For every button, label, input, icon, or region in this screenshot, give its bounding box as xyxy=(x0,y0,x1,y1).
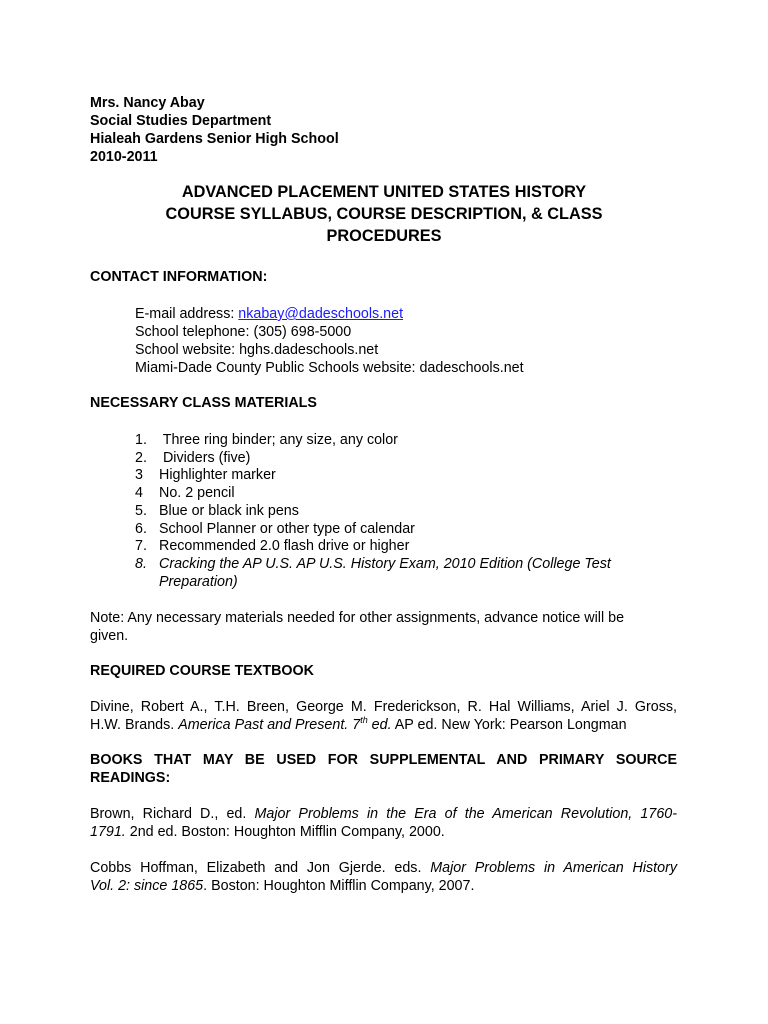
phone-row: School telephone: (305) 698-5000 xyxy=(135,324,352,340)
supplemental-heading-line-2: READINGS: xyxy=(90,770,171,786)
department-name: Social Studies Department xyxy=(90,113,272,129)
email-label: E-mail address: xyxy=(135,306,239,322)
website-row: School website: hghs.dadeschools.net xyxy=(135,342,379,358)
list-item: 5. Blue or black ink pens xyxy=(135,503,299,519)
list-item: 1. Three ring binder; any size, any color xyxy=(135,432,398,448)
teacher-name: Mrs. Nancy Abay xyxy=(90,95,205,111)
materials-note-line-2: given. xyxy=(90,628,129,644)
contact-heading: CONTACT INFORMATION: xyxy=(90,269,268,285)
book2-line-2: Vol. 2: since 1865. Boston: Houghton Mifflin Company, 2007. xyxy=(90,878,475,894)
textbook-citation-line-1: Divine, Robert A., T.H. Breen, George M. Frederickson, R. Hal Williams, Ariel J. Gross, xyxy=(90,699,677,715)
book1-line-1: Brown, Richard D., ed. Major Problems in the Era of the American Revolution, 1760- xyxy=(90,806,677,822)
title-line-3: PROCEDURES xyxy=(326,227,442,245)
list-item: 6. School Planner or other type of calendar xyxy=(135,521,415,537)
book2-line-1: Cobbs Hoffman, Elizabeth and Jon Gjerde. eds. Major Problems in American History xyxy=(90,860,677,876)
school-year: 2010-2011 xyxy=(90,149,158,165)
list-item: 2. Dividers (five) xyxy=(135,450,251,466)
materials-heading: NECESSARY CLASS MATERIALS xyxy=(90,395,317,411)
textbook-citation-line-2: H.W. Brands. America Past and Present. 7th ed. AP ed. New York: Pearson Longman xyxy=(90,715,627,733)
list-item: 3 Highlighter marker xyxy=(135,467,276,483)
district-website-row: Miami-Dade County Public Schools website: dadeschools.net xyxy=(135,360,524,376)
materials-note-line-1: Note: Any necessary materials needed for other assignments, advance notice will be xyxy=(90,610,625,626)
title-line-2: COURSE SYLLABUS, COURSE DESCRIPTION, & CLASS xyxy=(165,205,603,223)
email-row xyxy=(135,305,403,323)
email-link[interactable]: nkabay@dadeschools.net xyxy=(238,306,404,322)
book1-line-2: 1791. 2nd ed. Boston: Houghton Mifflin Company, 2000. xyxy=(90,824,445,840)
textbook-title: America Past and Present. 7th ed. xyxy=(178,715,392,733)
list-item: 7. Recommended 2.0 flash drive or higher xyxy=(135,538,410,554)
title-line-1: ADVANCED PLACEMENT UNITED STATES HISTORY xyxy=(181,183,587,201)
list-item: 8. Cracking the AP U.S. AP U.S. History Exam, 2010 Edition (College Test xyxy=(135,556,611,572)
school-name: Hialeah Gardens Senior High School xyxy=(90,131,339,147)
supplemental-heading-line-1: BOOKS THAT MAY BE USED FOR SUPPLEMENTAL AND PRIMARY SOURCE xyxy=(90,752,677,768)
list-item: 4 No. 2 pencil xyxy=(135,485,235,501)
textbook-heading: REQUIRED COURSE TEXTBOOK xyxy=(90,663,315,679)
list-item-continuation: Preparation) xyxy=(159,574,238,590)
